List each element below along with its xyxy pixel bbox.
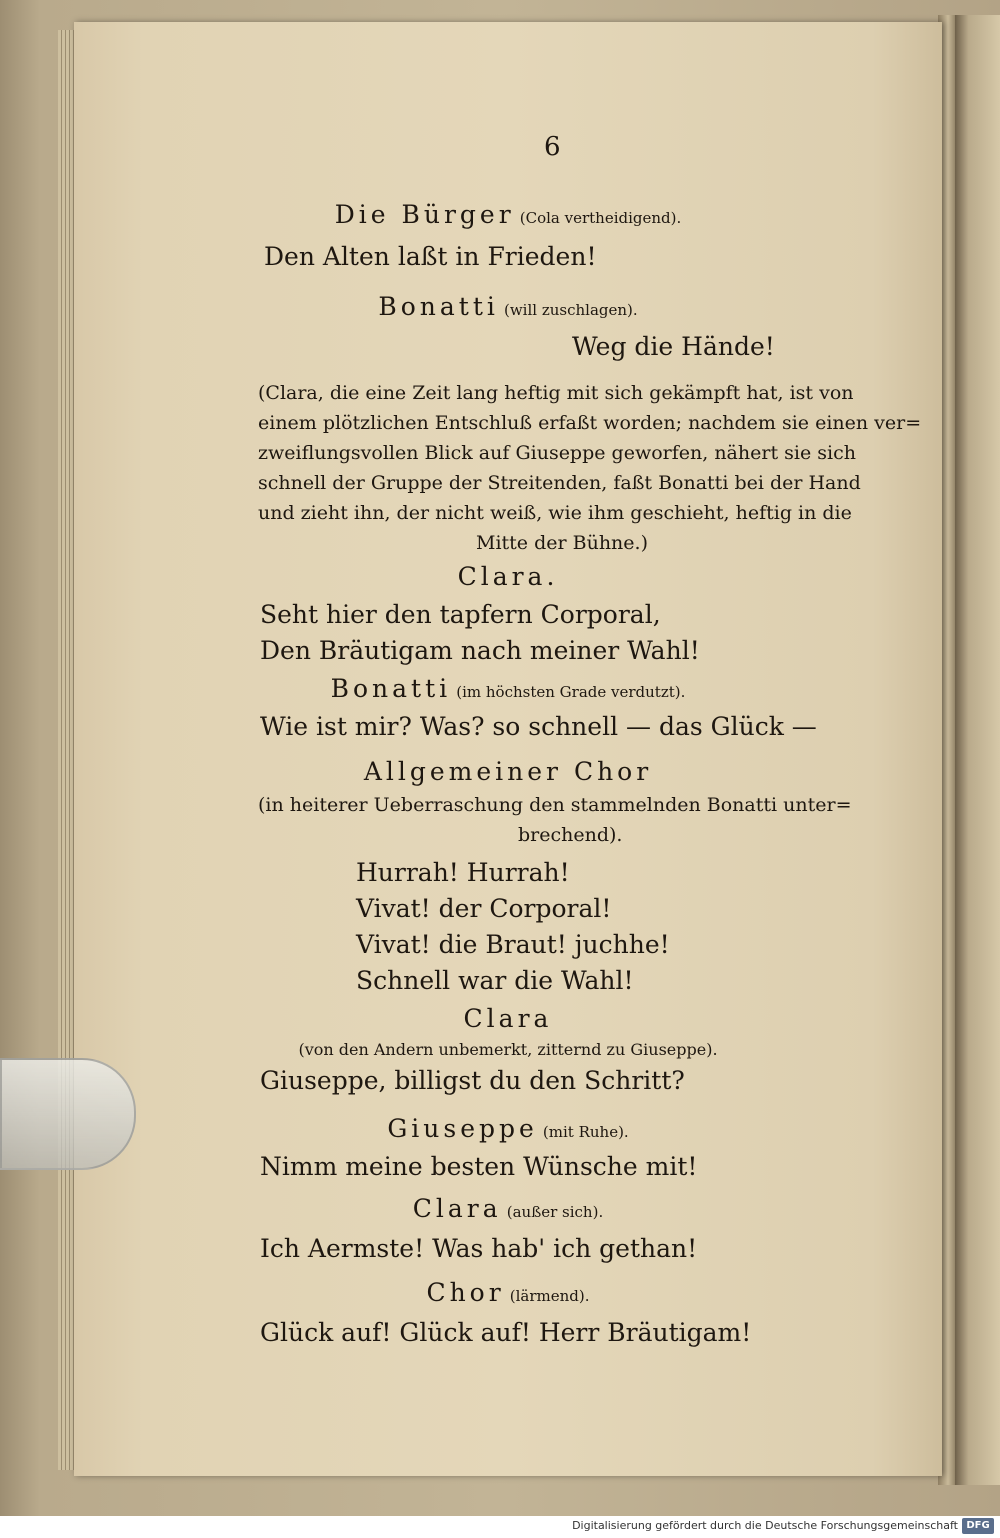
verse-line: Giuseppe, billigst du den Schritt? — [260, 1066, 685, 1095]
stage-line: zweiflungsvollen Blick auf Giuseppe geworfen, nähert sie sich — [258, 442, 856, 464]
stage-direction: (im höchsten Grade verdutzt). — [456, 683, 686, 701]
stage-line: einem plötzlichen Entschluß erfaßt worden; nachdem sie einen ver= — [258, 412, 922, 434]
stage-direction: (will zuschlagen). — [503, 301, 638, 319]
verse-line: Nimm meine besten Wünsche mit! — [260, 1152, 698, 1181]
speaker-name: Allgemeiner Chor — [363, 757, 653, 786]
speaker-line — [74, 1114, 942, 1143]
verse-line: Glück auf! Glück auf! Herr Bräutigam! — [260, 1318, 752, 1347]
verse-line: Vivat! der Corporal! — [356, 894, 612, 923]
speaker-name: Clara — [412, 1194, 502, 1223]
dfg-logo-icon: DFG — [962, 1518, 994, 1534]
book-page — [74, 22, 942, 1476]
speaker-name: Bonatti — [378, 292, 499, 321]
verse-line: Wie ist mir? Was? so schnell — das Glück — — [260, 712, 817, 741]
stage-line: (in heiterer Ueberraschung den stammelnden Bonatti unter= — [258, 794, 852, 816]
verse-line: Hurrah! Hurrah! — [356, 858, 570, 887]
verse-line: Seht hier den tapfern Corporal, — [260, 600, 661, 629]
stage-direction: (Cola vertheidigend). — [519, 209, 682, 227]
verse-line: Den Bräutigam nach meiner Wahl! — [260, 636, 700, 665]
footer-bar — [0, 1516, 1000, 1538]
speaker-line — [74, 292, 942, 321]
stage-line: und zieht ihn, der nicht weiß, wie ihm geschieht, heftig in die — [258, 502, 852, 524]
speaker-name: Bonatti — [330, 674, 452, 703]
speaker-name: Die Bürger — [334, 200, 515, 229]
facing-page-edge — [955, 15, 1000, 1485]
speaker-name: Clara. — [457, 562, 559, 591]
verse-line: Schnell war die Wahl! — [356, 966, 634, 995]
stage-direction: (mit Ruhe). — [542, 1123, 629, 1141]
stage-line: (Clara, die eine Zeit lang heftig mit sich gekämpft hat, ist von — [258, 382, 854, 404]
verse-line: Vivat! die Braut! juchhe! — [356, 930, 670, 959]
speaker-line — [74, 1278, 942, 1307]
stage-direction: (lärmend). — [509, 1287, 590, 1305]
stage-line: schnell der Gruppe der Streitenden, faßt Bonatti bei der Hand — [258, 472, 861, 494]
stage-line: brechend). — [518, 824, 623, 846]
stage-direction: (außer sich). — [506, 1203, 604, 1221]
speaker-name: Chor — [426, 1278, 505, 1307]
speaker-line — [74, 200, 942, 229]
stage-line: Mitte der Bühne.) — [476, 532, 648, 554]
page-clip — [0, 1058, 136, 1170]
verse-line: Weg die Hände! — [572, 332, 775, 361]
verse-line: Ich Aermste! Was hab' ich gethan! — [260, 1234, 698, 1263]
stage-direction: (von den Andern unbemerkt, zitternd zu Giuseppe). — [298, 1040, 718, 1059]
verse-line: Den Alten laßt in Frieden! — [264, 242, 597, 271]
page-number: 6 — [544, 132, 561, 162]
footer-credit: Digitalisierung gefördert durch die Deutsche Forschungsgemeinschaft — [572, 1519, 958, 1532]
speaker-line — [74, 1194, 942, 1223]
speaker-name: Giuseppe — [387, 1114, 538, 1143]
speaker-line — [74, 674, 942, 703]
speaker-name: Clara — [463, 1004, 553, 1033]
